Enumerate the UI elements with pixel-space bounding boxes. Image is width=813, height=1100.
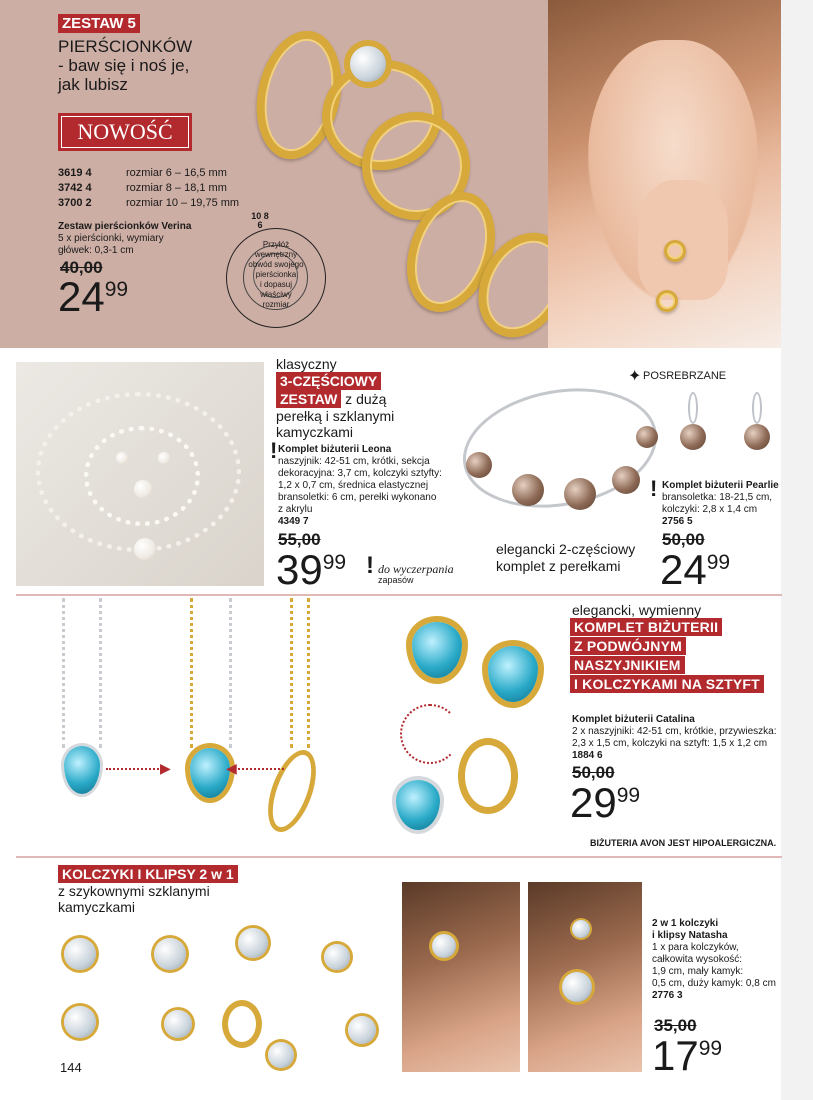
new-badge: NOWOŚĆ — [58, 113, 192, 151]
size-row: 3742 4 rozmiar 8 – 18,1 mm — [58, 182, 227, 194]
rings-tag: ZESTAW 5 — [58, 14, 140, 33]
headline-line: kamyczkami — [276, 424, 354, 441]
leona-description: Komplet biżuterii Leona naszyjnik: 42-51 cm, krótki, sekcja dekoracyjna: 3,7 cm, kolczyki sztyfty: 1,2 x 0,7 cm, średnica elastycznej bransoletki: 6 cm, perełki wykonano z akrylu 4349 7 — [278, 444, 474, 528]
catalina-description: Komplet biżuterii Catalina 2 x naszyjniki: 42-51 cm, krótkie, przywieszka: 2,3 x 1,5 cm, kolczyki na sztyft: 1,5 x 1,2 cm 1884 6 — [572, 714, 777, 761]
natasha-description: 2 w 1 kolczyki i klipsy Natasha 1 x para kolczyków, całkowita wysokość: 1,9 cm, mały kamyk: 0,5 cm, duży kamyk: 0,8 cm 2776 3 — [652, 918, 782, 1002]
product-name: Komplet biżuterii Catalina — [572, 714, 695, 725]
headline-line: klasyczny — [276, 356, 337, 372]
product-desc: główek: 0,3-1 cm — [58, 245, 134, 256]
rings-title-line: PIERŚCIONKÓW — [58, 37, 193, 56]
price: $39^{99}$ — [276, 546, 347, 593]
availability-note: do wyczerpania zapasów — [378, 562, 454, 585]
rings-title-line: - baw się i noś je, — [58, 56, 190, 75]
price: $29^{99}$ — [570, 779, 641, 826]
page-number: 144 — [60, 1060, 82, 1075]
natasha-headline: KOLCZYKI I KLIPSY 2 w 1 z szykownymi szklanymi kamyczkami — [58, 865, 238, 915]
ear-photo-1 — [402, 882, 520, 1072]
old-price: 40,00 — [60, 258, 103, 277]
rings-photo — [250, 20, 550, 320]
rings-section — [0, 0, 781, 348]
leona-photo — [16, 362, 264, 586]
section-divider — [16, 594, 782, 596]
pearlie-caption: elegancki 2-częściowy komplet z perełkami — [496, 541, 636, 574]
sparkle-icon: ✦ — [628, 368, 642, 385]
leona-headline — [276, 356, 394, 440]
arrow-right-icon: ▶ — [160, 760, 171, 776]
product-code: 2756 5 — [662, 516, 693, 527]
size-row: 3619 4 rozmiar 6 – 16,5 mm — [58, 167, 227, 179]
natasha-earrings-photo — [58, 900, 394, 1080]
model-photo — [548, 0, 781, 348]
product-name: Komplet biżuterii Leona — [278, 444, 392, 455]
old-price: 35,00 — [654, 1016, 697, 1035]
headline-line: perełką i szklanymi — [276, 408, 395, 425]
old-price: 55,00 — [278, 530, 321, 549]
price: $24^{99}$ — [660, 546, 731, 593]
exclamation-icon: ! — [270, 438, 278, 463]
product-desc: 5 x pierścionki, wymiary — [58, 233, 164, 244]
section-divider — [16, 856, 782, 858]
hypoallergenic-note: BIŻUTERIA AVON JEST HIPOALERGICZNA. — [590, 838, 777, 848]
headline-line: 3-CZĘŚCIOWY — [276, 372, 394, 390]
price: $17^{99}$ — [652, 1032, 723, 1079]
product-name: i klipsy Natasha — [652, 930, 728, 941]
old-price: 50,00 — [662, 530, 705, 549]
catalina-earrings-photo — [370, 610, 570, 840]
price: $24^{99}$ — [58, 273, 129, 320]
catalina-headline: KOMPLET BIŻUTERII Z PODWÓJNYM NASZYJNIKIEM I KOLCZYKAMI NA SZTYFT — [570, 618, 764, 694]
page-margin — [781, 0, 813, 1100]
pearlie-description: Komplet biżuterii Pearlie bransoletka: 18-21,5 cm, kolczyki: 2,8 x 1,4 cm 2756 5 — [662, 480, 779, 527]
sizer-numbers: 10 8 6 — [251, 211, 269, 230]
arrow-left-icon: ◀ — [226, 760, 237, 776]
product-name: Komplet biżuterii Pearlie — [662, 480, 779, 491]
exclamation-icon: ! — [366, 552, 374, 579]
rings-headline — [58, 37, 192, 94]
product-code: 4349 7 — [278, 516, 309, 527]
size-row: 3700 2 rozmiar 10 – 19,75 mm — [58, 197, 240, 209]
silver-plated-badge: POSREBRZANE — [643, 370, 727, 382]
headline-line: ZESTAW z dużą — [276, 390, 394, 408]
size-list — [58, 166, 239, 211]
product-name: Zestaw pierścionków Verina — [58, 221, 192, 232]
product-name: 2 w 1 kolczyki — [652, 918, 719, 929]
catalina-necklaces-photo — [50, 598, 350, 838]
rings-description — [58, 221, 191, 257]
rings-title-line: jak lubisz — [58, 75, 128, 94]
sizer-instructions: Przyłóż wewnętrzny obwód swojego pierścionka i dopasuj właściwy rozmiar — [248, 240, 304, 309]
product-code: 2776 3 — [652, 990, 683, 1001]
ear-photo-2 — [528, 882, 642, 1072]
product-code: 1884 6 — [572, 750, 603, 761]
catalina-subtitle: elegancki, wymienny — [572, 602, 702, 618]
old-price: 50,00 — [572, 763, 615, 782]
exclamation-icon: ! — [650, 476, 658, 501]
